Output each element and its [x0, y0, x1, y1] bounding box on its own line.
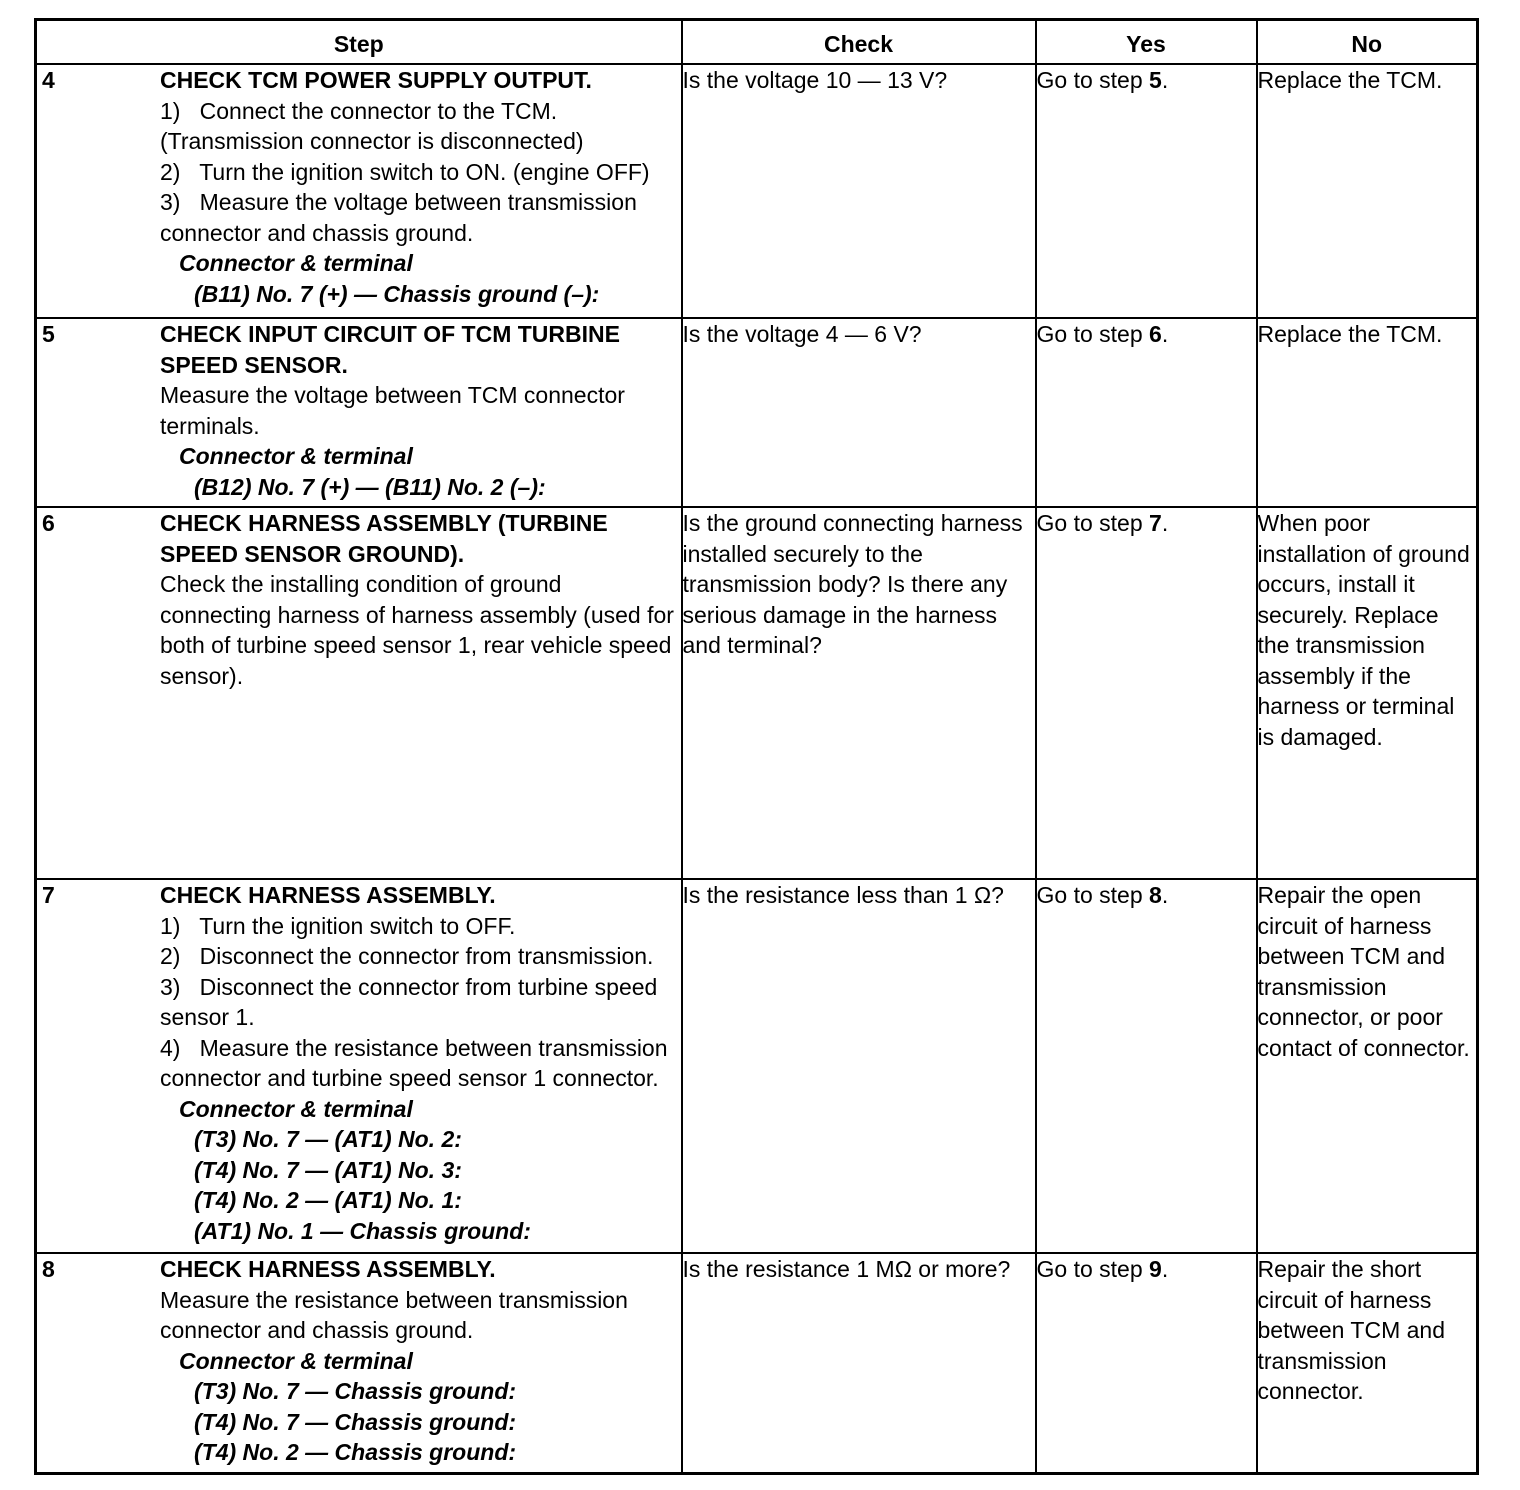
step-instruction: 2) Disconnect the connector from transmission. [160, 943, 654, 969]
connector-terminal-heading: Connector & terminal [179, 1347, 413, 1374]
step-title: CHECK HARNESS ASSEMBLY. [160, 1256, 496, 1282]
step-number: 8 [42, 1256, 55, 1282]
header-no: No [1257, 20, 1478, 65]
no-cell: Replace the TCM. [1257, 64, 1478, 318]
terminal-spec: (T4) No. 2 — Chassis ground: [194, 1439, 517, 1465]
connector-terminal-heading: Connector & terminal [179, 443, 413, 469]
table-row [36, 318, 1478, 507]
no-cell: Repair the short circuit of harness between TCM and transmission connector. [1257, 1253, 1478, 1474]
connector-terminal-heading: Connector & terminal [179, 250, 413, 276]
step-instruction: 3) Measure the voltage between transmission connector and chassis ground. [160, 189, 637, 246]
terminal-spec: (B11) No. 7 (+) — Chassis ground (–): [194, 280, 600, 307]
header-step: Step [36, 20, 682, 65]
step-instruction: 4) Measure the resistance between transmission connector and turbine speed sensor 1 connector. [160, 1034, 668, 1091]
step-instruction: Check the installing condition of ground connecting harness of harness assembly (used for both of turbine speed sensor 1, rear vehicle speed sensor). [160, 571, 674, 689]
yes-step-number: 8 [1149, 882, 1162, 908]
step-cell [36, 318, 682, 507]
diagnostic-table [34, 18, 1479, 1475]
connector-terminal-heading: Connector & terminal [179, 1095, 413, 1122]
table-row [36, 64, 1478, 318]
step-cell [36, 1253, 682, 1474]
check-cell: Is the resistance less than 1 Ω? [682, 879, 1036, 1253]
check-cell: Is the voltage 4 — 6 V? [682, 318, 1036, 507]
step-number: 5 [42, 321, 55, 347]
yes-step-number: 5 [1149, 67, 1162, 93]
step-instruction: Measure the resistance between transmission connector and chassis ground. [160, 1286, 628, 1343]
terminal-spec: (B12) No. 7 (+) — (B11) No. 2 (–): [194, 473, 546, 500]
yes-text: Go to step [1036, 510, 1150, 536]
table-row [36, 1253, 1478, 1474]
header-yes: Yes [1036, 20, 1257, 65]
step-instruction: 2) Turn the ignition switch to ON. (engine OFF) [160, 158, 650, 185]
yes-cell: Go to step 5. [1036, 64, 1257, 318]
step-instruction: 1) Connect the connector to the TCM. (Transmission connector is disconnected) [160, 97, 584, 154]
yes-text: Go to step [1036, 67, 1150, 93]
step-title: CHECK INPUT CIRCUIT OF TCM TURBINE SPEED SENSOR. [160, 321, 620, 378]
step-number: 7 [42, 882, 55, 908]
table-row [36, 507, 1478, 879]
yes-cell: Go to step 9. [1036, 1253, 1257, 1474]
check-cell: Is the ground connecting harness installed securely to the transmission body? Is there any serious damage in the harness and terminal? [682, 507, 1036, 879]
yes-cell: Go to step 6. [1036, 318, 1257, 507]
yes-cell: Go to step 7. [1036, 507, 1257, 879]
step-number: 4 [42, 67, 55, 93]
no-cell: When poor installation of ground occurs, install it securely. Replace the transmission assembly if the harness or terminal is damaged. [1257, 507, 1478, 879]
yes-step-number: 9 [1149, 1256, 1162, 1282]
table-row [36, 879, 1478, 1253]
check-cell: Is the voltage 10 — 13 V? [682, 64, 1036, 318]
no-cell: Repair the open circuit of harness between TCM and transmission connector, or poor contact of connector. [1257, 879, 1478, 1253]
step-title: CHECK TCM POWER SUPPLY OUTPUT. [160, 67, 592, 93]
yes-text: Go to step [1036, 882, 1150, 908]
yes-cell: Go to step 8. [1036, 879, 1257, 1253]
header-check: Check [682, 20, 1036, 65]
check-cell: Is the resistance 1 MΩ or more? [682, 1253, 1036, 1474]
terminal-spec: (T4) No. 7 — (AT1) No. 3: [194, 1156, 462, 1183]
step-cell [36, 64, 682, 318]
yes-text: Go to step [1036, 1256, 1150, 1282]
step-title: CHECK HARNESS ASSEMBLY. [160, 882, 496, 908]
terminal-spec: (T4) No. 2 — (AT1) No. 1: [194, 1187, 462, 1213]
terminal-spec: (AT1) No. 1 — Chassis ground: [194, 1217, 531, 1244]
terminal-spec: (T3) No. 7 — (AT1) No. 2: [194, 1126, 462, 1152]
terminal-spec: (T3) No. 7 — Chassis ground: [194, 1378, 517, 1404]
header-row [36, 20, 1478, 65]
step-instruction: 1) Turn the ignition switch to OFF. [160, 912, 516, 939]
yes-step-number: 7 [1149, 510, 1162, 536]
step-instruction: 3) Disconnect the connector from turbine speed sensor 1. [160, 973, 658, 1030]
step-cell [36, 879, 682, 1253]
terminal-spec: (T4) No. 7 — Chassis ground: [194, 1408, 517, 1435]
yes-text: Go to step [1036, 321, 1150, 347]
step-number: 6 [42, 510, 55, 536]
step-instruction: Measure the voltage between TCM connector terminals. [160, 382, 625, 439]
yes-step-number: 6 [1149, 321, 1162, 347]
no-cell: Replace the TCM. [1257, 318, 1478, 507]
step-cell [36, 507, 682, 879]
step-title: CHECK HARNESS ASSEMBLY (TURBINE SPEED SENSOR GROUND). [160, 510, 608, 567]
